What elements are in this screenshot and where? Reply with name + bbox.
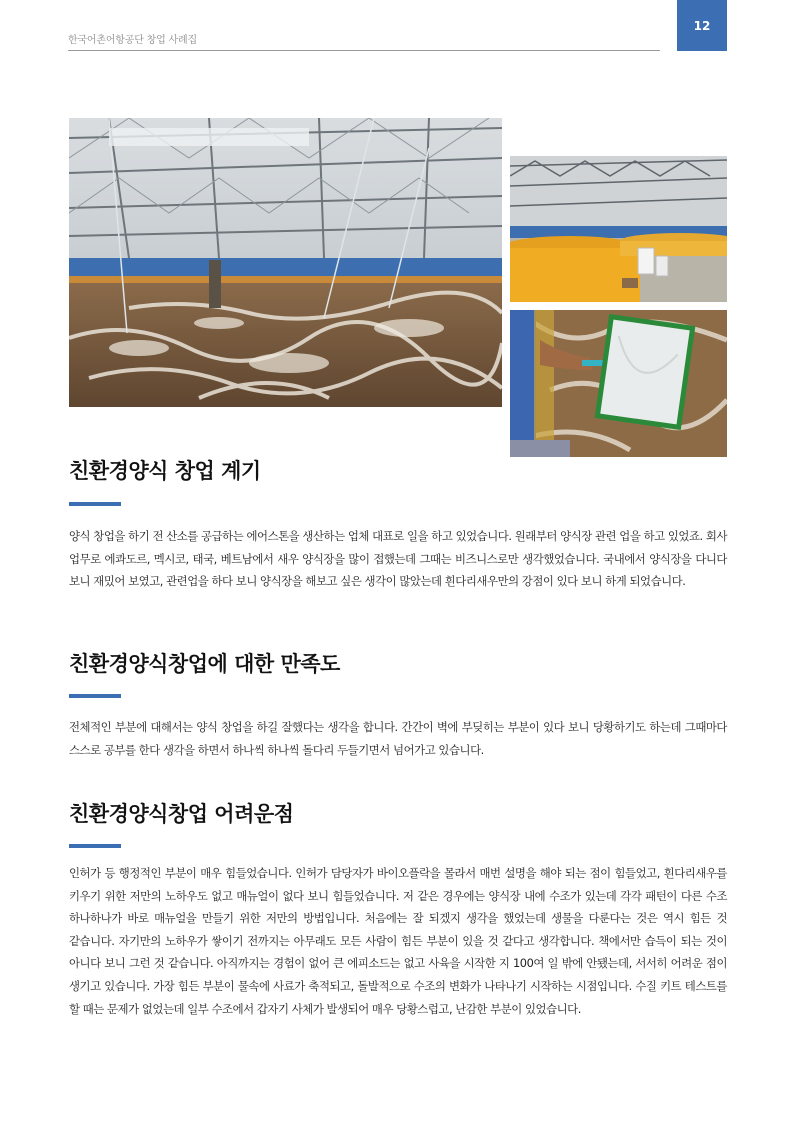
yellow-tanks-photo <box>510 156 727 302</box>
section-title-motivation: 친환경양식 창업 계기 <box>69 459 261 483</box>
hand-net-photo <box>510 310 727 457</box>
document-header-title: 한국어촌어항공단 창업 사례집 <box>68 35 197 46</box>
header-divider <box>68 50 660 51</box>
section-body-difficulties: 인허가 등 행정적인 부분이 매우 힘들었습니다. 인허가 담당자가 바이오플락을 몰라서 매번 설명을 해야 되는 점이 힘들었고, 흰다리새우를 키우기 위한 저만의 노하우도 없고 매뉴얼이 없다 보니 힘들었습니다. 저 같은 경우에는 양식장 내에 수조가 있는데 각각 패턴이 다른 수조 하나하나가 바로 매뉴얼을 만들기 위한 저만의 방법입니다. 처음에는 잘 되겠지 생각을 했었는데 생물을 다룬다는 것은 역시 힘든 것 같습니다. 자기만의 노하우가 쌓이기 전까지는 아무래도 모든 사람이 힘든 부분이 있을 것 같다고 생각합니다. 책에서만 습득이 되는 것이 아니다 보니 그런 것 같습니다. 아직까지는 경험이 없어 큰 에피소드는 없고 사육을 시작한 지 100여 일 밖에 안됐는데, 서서히 어려운 점이 생기고 있습니다. 가장 힘든 부분이 물속에 사료가 축적되고, 돌발적으로 수조의 변화가 나타나기 시작하는 시점입니다. 수질 키트 테스트를 할 때는 문제가 없었는데 일부 수조에서 갑자기 사체가 발생되어 매우 당황스럽고, 난감한 부분이 있었습니다. <box>69 866 727 1016</box>
section-accent-bar <box>69 502 121 506</box>
section-accent-bar <box>69 694 121 698</box>
section-title-difficulties: 친환경양식창업 어려운점 <box>69 802 294 826</box>
section-body-motivation: 양식 창업을 하기 전 산소를 공급하는 에어스톤을 생산하는 업체 대표로 일을 하고 있었습니다. 원래부터 양식장 관련 업을 하고 있었죠. 회사 업무로 에콰도르, 멕시코, 태국, 베트남에서 새우 양식장을 많이 접했는데 그때는 비즈니스로만 생각했었습니다. 국내에서 양식장을 다니다 보니 재밌어 보였고, 관련업을 하다 보니 양식장을 해보고 싶은 생각이 많았는데 흰다리새우만의 강점이 있다 보니 하게 되었습니다. <box>69 529 727 589</box>
section-body-satisfaction: 전체적인 부분에 대해서는 양식 창업을 하길 잘했다는 생각을 합니다. 간간이 벽에 부딪히는 부분이 있다 보니 당황하기도 하는데 그때마다 스스로 공부를 한다 생각을 하면서 하나씩 하나씩 돌다리 두들기면서 넘어가고 있습니다. <box>69 720 727 757</box>
page-number-badge: 12 <box>677 0 727 51</box>
indoor-aquaculture-tank-photo <box>69 118 502 407</box>
section-accent-bar <box>69 844 121 848</box>
section-title-satisfaction: 친환경양식창업에 대한 만족도 <box>69 652 340 676</box>
